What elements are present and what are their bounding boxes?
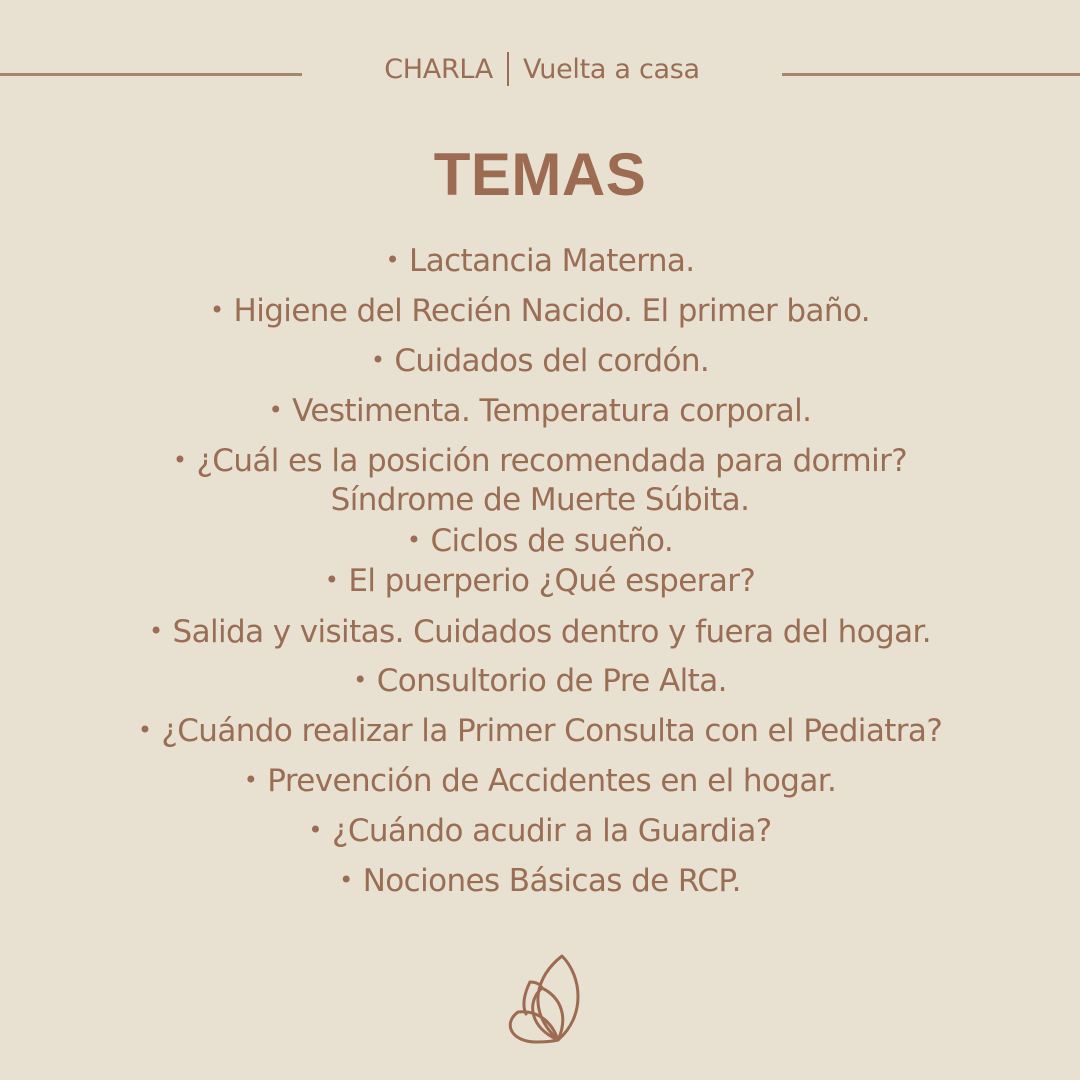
topic-text: Ciclos de sueño. (430, 523, 674, 559)
topic-item-continuation (0, 480, 1080, 520)
topic-text: ¿Cuándo realizar la Primer Consulta con el Pediatra? (161, 713, 943, 749)
topic-text: Síndrome de Muerte Súbita. (330, 482, 750, 518)
header-rule-left (0, 73, 302, 76)
topic-text: ¿Cuándo acudir a la Guardia? (331, 813, 772, 849)
topic-item (0, 440, 1080, 481)
topic-item (0, 520, 1080, 561)
header-subtitle: Vuelta a casa (522, 54, 700, 85)
bullet-icon: • (385, 246, 400, 274)
bullet-icon: • (353, 666, 367, 694)
header-separator (507, 52, 509, 86)
topic-text: Nociones Básicas de RCP. (362, 863, 741, 899)
topic-text: ¿Cuál es la posición recomendada para dormir? (196, 443, 908, 479)
topic-text: Lactancia Materna. (409, 243, 695, 279)
bullet-icon: • (339, 866, 353, 894)
topic-item (0, 860, 1080, 901)
topic-item (0, 240, 1080, 281)
bullet-icon: • (172, 446, 187, 474)
topic-item (0, 611, 1080, 652)
bullet-icon: • (308, 816, 322, 844)
bullet-icon: • (148, 617, 163, 645)
header-label: CHARLA (384, 54, 493, 85)
topic-item (0, 390, 1080, 431)
topic-item (0, 560, 1080, 601)
topic-text: Vestimenta. Temperatura corporal. (292, 393, 812, 429)
bullet-icon: • (370, 346, 385, 374)
topic-text: Consultorio de Pre Alta. (376, 663, 727, 699)
topic-text: Prevención de Accidentes en el hogar. (267, 763, 837, 799)
topic-item (0, 710, 1080, 751)
bullet-icon: • (243, 766, 258, 794)
topic-text: El puerperio ¿Qué esperar? (348, 563, 756, 599)
bullet-icon: • (137, 716, 152, 744)
topic-item (0, 760, 1080, 801)
bullet-icon: • (324, 566, 339, 594)
page-title: TEMAS (433, 141, 647, 208)
topic-text: Salida y visitas. Cuidados dentro y fuera del hogar. (172, 614, 932, 650)
topic-text: Higiene del Recién Nacido. El primer baño. (233, 293, 871, 329)
topic-item (0, 660, 1080, 701)
topic-text: Cuidados del cordón. (394, 343, 710, 379)
bullet-icon: • (209, 296, 224, 324)
header-rule-right (782, 73, 1080, 76)
bullet-icon: • (406, 526, 421, 554)
topic-item (0, 290, 1080, 331)
header (302, 50, 782, 90)
leaf-lotus-icon (496, 950, 584, 1046)
topic-item (0, 340, 1080, 381)
bullet-icon: • (268, 396, 283, 424)
topic-item (0, 810, 1080, 851)
